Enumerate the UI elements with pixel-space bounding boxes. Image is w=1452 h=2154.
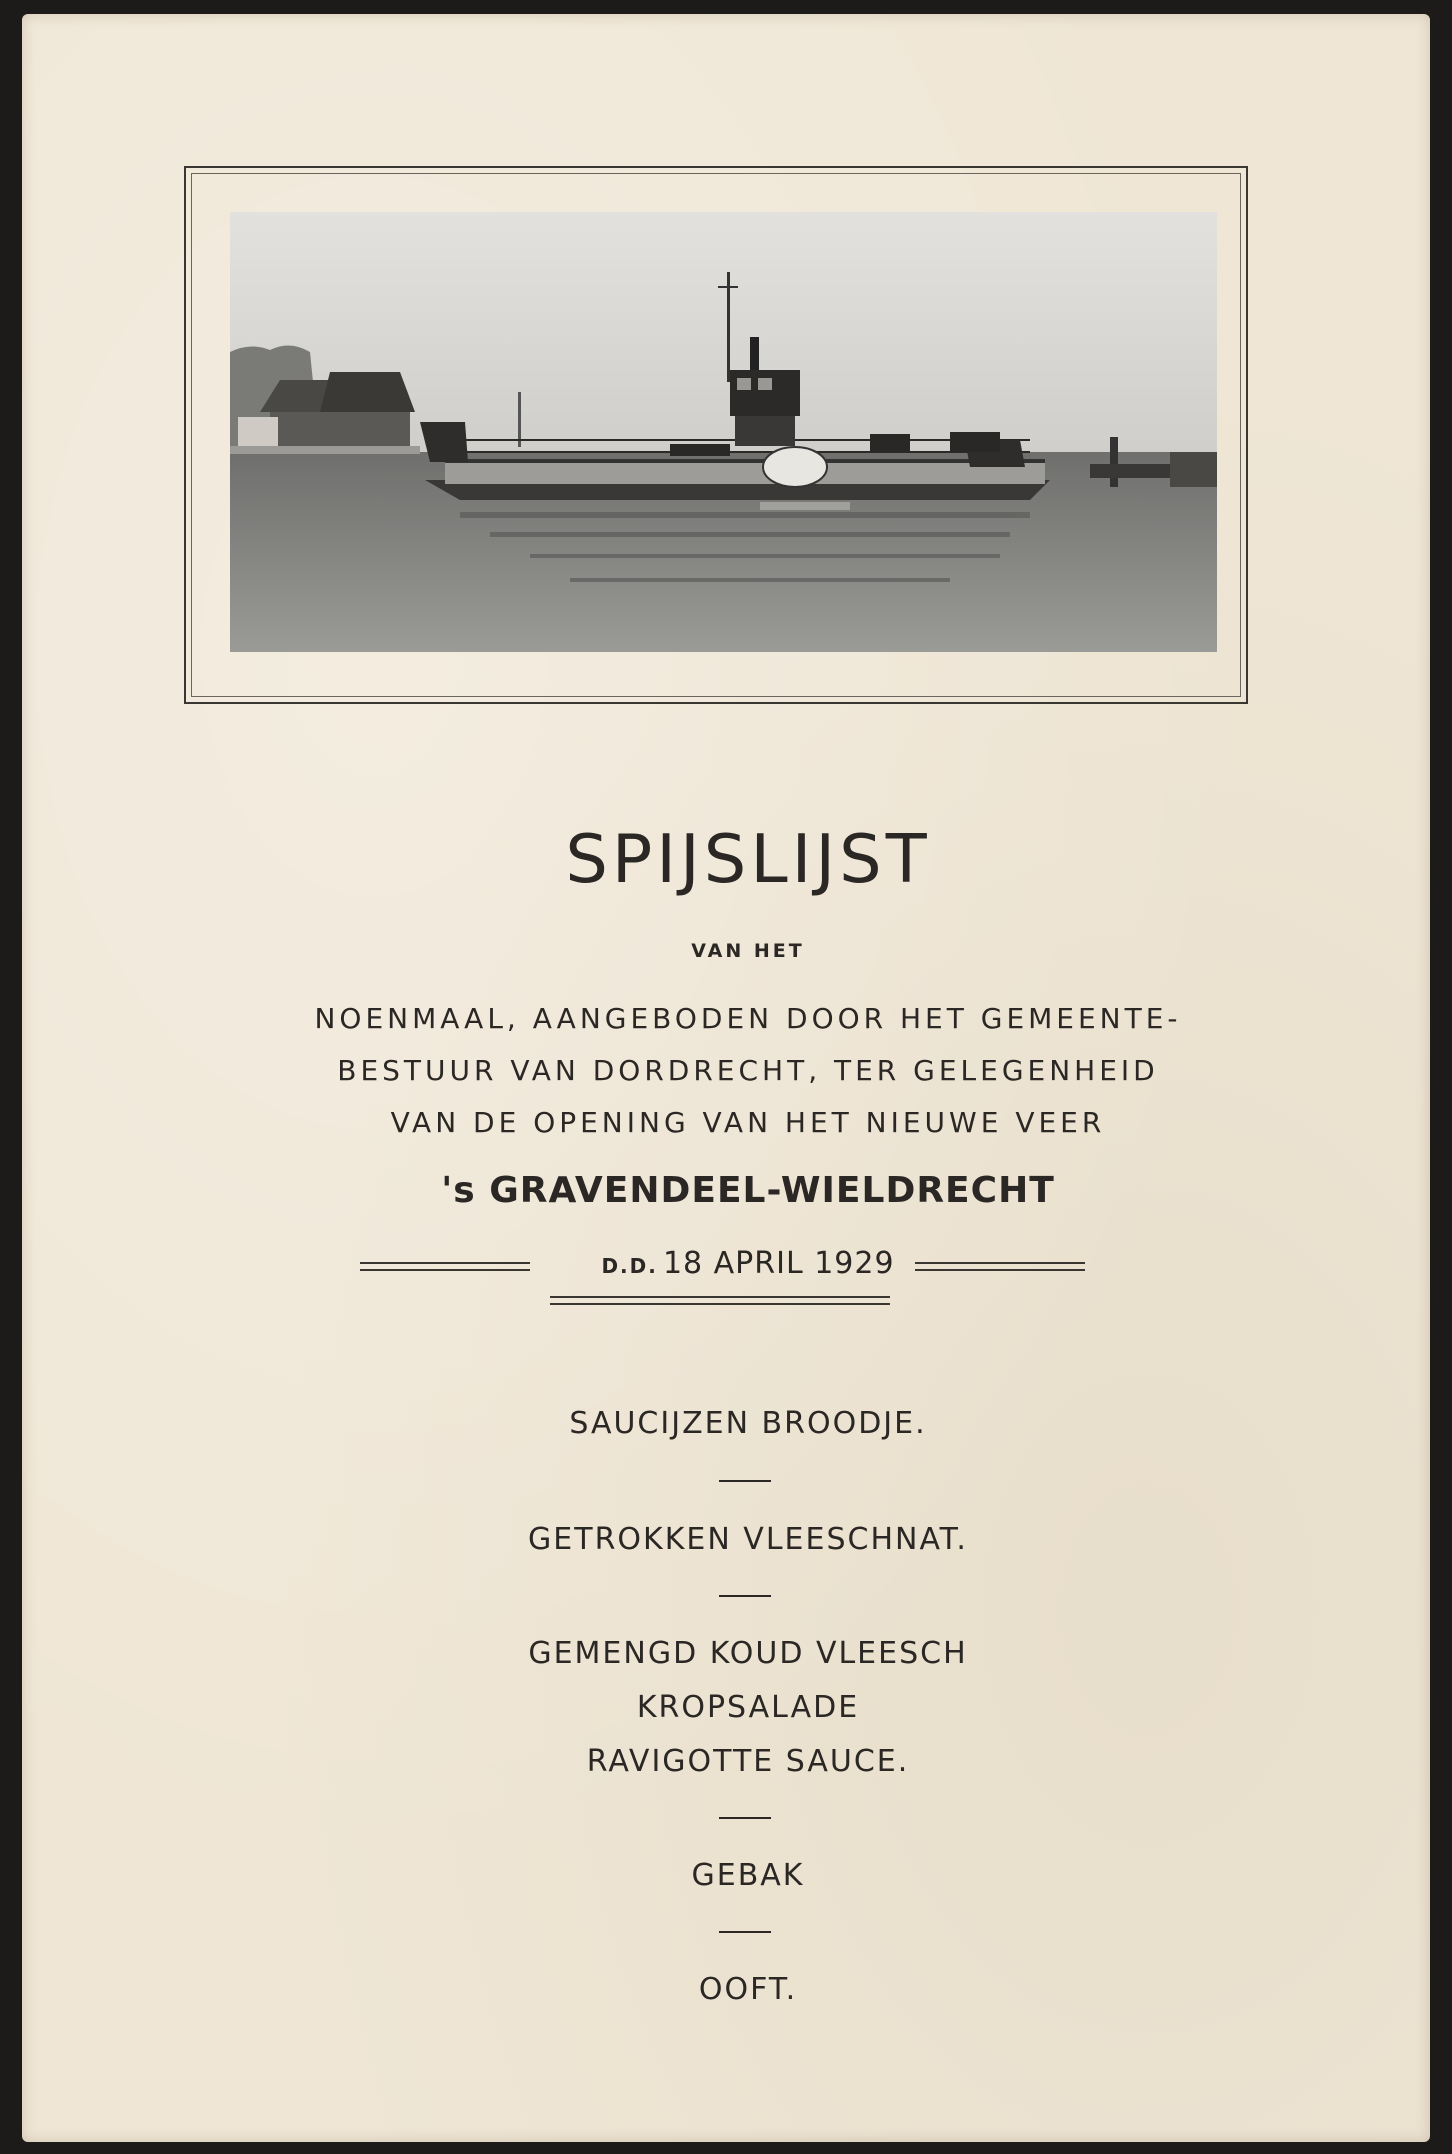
- description-line-1: NOENMAAL, AANGEBODEN DOOR HET GEMEENTE-: [314, 1002, 1182, 1035]
- page-title: SPIJSLIJST: [565, 820, 931, 898]
- route-title: 's GRAVENDEEL-WIELDRECHT: [441, 1170, 1055, 1211]
- ferry-boat-photo-icon: [230, 212, 1217, 652]
- menu-course-4: GEBAK: [691, 1858, 805, 1893]
- separator-dash: [719, 1817, 771, 1819]
- date-row: [22, 1246, 1452, 1281]
- ferry-photo: [230, 212, 1217, 652]
- separator-dash: [719, 1595, 771, 1597]
- double-rule-right: [915, 1262, 1085, 1271]
- menu-course-3-line-2: KROPSALADE: [636, 1690, 860, 1725]
- description-line-3: VAN DE OPENING VAN HET NIEUWE VEER: [390, 1106, 1106, 1139]
- menu-course-2: GETROKKEN VLEESCHNAT.: [528, 1522, 968, 1557]
- subtitle: VAN HET: [691, 940, 805, 962]
- menu-card: [22, 14, 1430, 2142]
- date-prefix: D.D.: [601, 1254, 658, 1278]
- description-line-2: BESTUUR VAN DORDRECHT, TER GELEGENHEID: [337, 1054, 1159, 1087]
- separator-dash: [719, 1480, 771, 1482]
- double-rule-under-date: [550, 1296, 890, 1305]
- date-text: 18 APRIL 1929: [662, 1246, 895, 1281]
- separator-dash: [719, 1931, 771, 1933]
- menu-course-3-line-3: RAVIGOTTE SAUCE.: [586, 1744, 910, 1779]
- menu-course-3-line-1: GEMENGD KOUD VLEESCH: [528, 1636, 968, 1671]
- menu-course-5: OOFT.: [698, 1972, 798, 2007]
- menu-course-1: SAUCIJZEN BROODJE.: [569, 1406, 927, 1441]
